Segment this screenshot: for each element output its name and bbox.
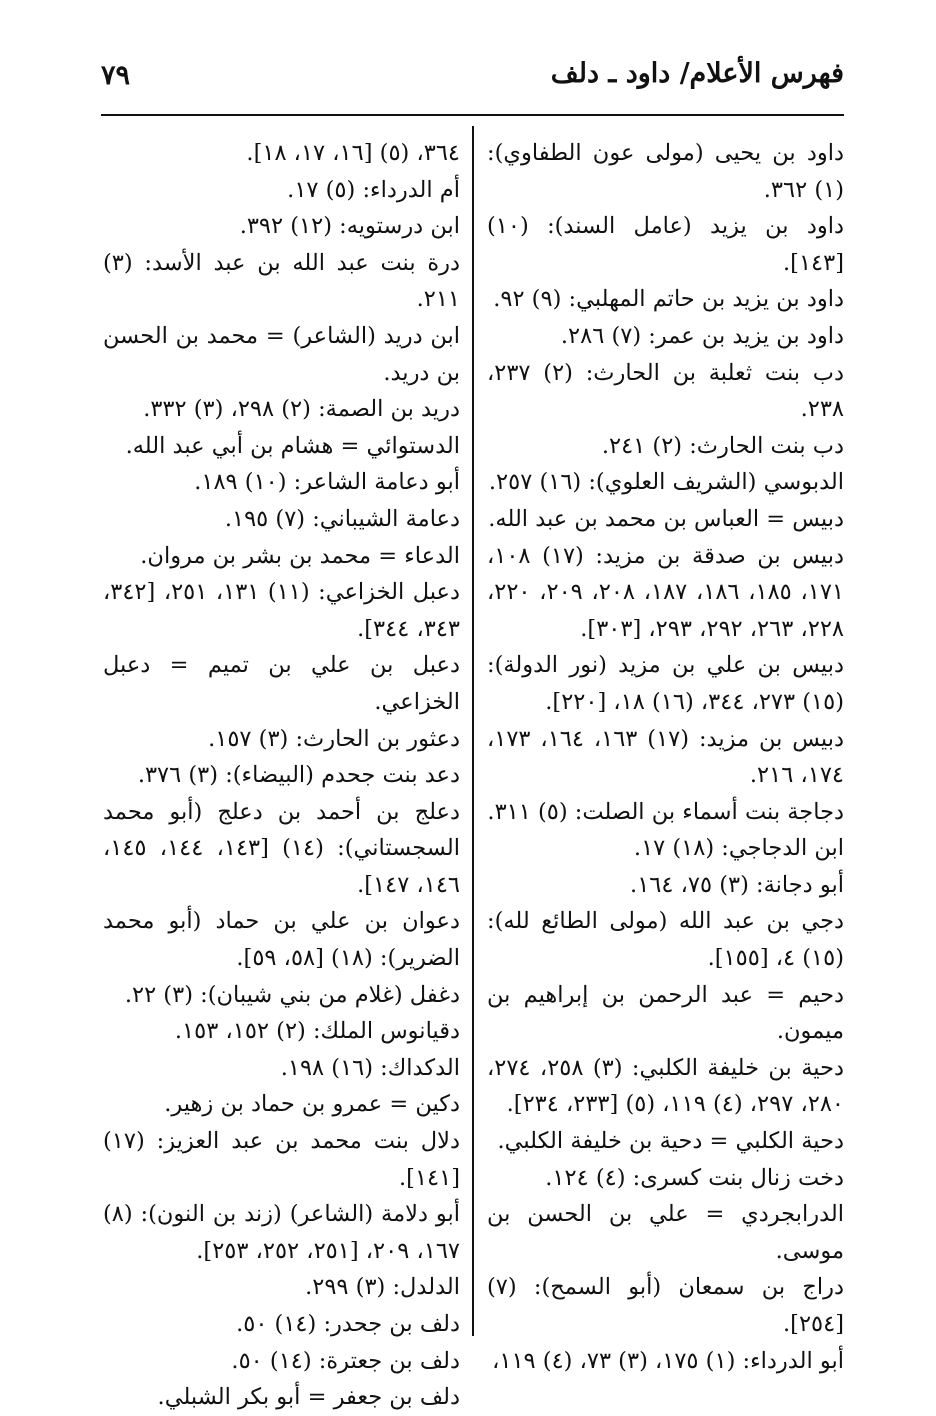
index-entry: أم الدرداء: (٥) ١٧.	[287, 176, 460, 203]
index-entry: دحيم = عبد الرحمن بن إبراهيم بن ميمون.	[487, 981, 844, 1045]
index-entry: درة بنت عبد الله بن عبد الأسد: (٣) ٢١١.	[103, 249, 460, 313]
index-entry: دعبل الخزاعي: (١١) ١٣١، ٢٥١، [٣٤٢، ٣٤٣، ٣٤٤].	[103, 579, 460, 642]
index-entry: دب بنت ثعلبة بن الحارث: (٢) ٢٣٧، ٢٣٨.	[487, 359, 844, 423]
index-entry: الدعاء = محمد بن بشر بن مروان.	[140, 542, 460, 569]
index-entry: الدبوسي (الشريف العلوي): (١٦) ٢٥٧.	[488, 469, 844, 496]
index-entry: داود بن يزيد بن عمر: (٧) ٢٨٦.	[560, 322, 844, 349]
index-entry: دبيس بن مزيد: (١٧) ١٦٣، ١٦٤، ١٧٣، ١٧٤، ٢١٦.	[487, 725, 845, 789]
index-entry: أبو دجانة: (٣) ٧٥، ١٦٤.	[630, 871, 844, 898]
index-entry: ابن دريد (الشاعر) = محمد بن الحسن بن دريد.	[103, 322, 460, 386]
index-entry: دقيانوس الملك: (٢) ١٥٢، ١٥٣.	[174, 1018, 460, 1045]
index-entry: دعلج بن أحمد بن دعلج (أبو محمد السجستاني): (١٤) [١٤٣، ١٤٤، ١٤٥، ١٤٦، ١٤٧].	[103, 798, 460, 898]
index-entry: داود بن يزيد (عامل السند): (١٠) [١٤٣].	[487, 213, 844, 276]
index-column-left	[103, 135, 460, 1416]
index-entry: دعوان بن علي بن حماد (أبو محمد الضرير): (١٨) [٥٨، ٥٩].	[103, 908, 460, 972]
index-entry: دلف بن جعترة: (١٤) ٥٠.	[231, 1347, 460, 1374]
index-entry: ٣٦٤، (٥) [١٦، ١٧، ١٨].	[246, 140, 460, 166]
index-entry: داود بن يزيد بن حاتم المهلبي: (٩) ٩٢.	[493, 286, 844, 313]
page-number: ٧٩	[101, 60, 131, 91]
index-entry: أبو دعامة الشاعر: (١٠) ١٨٩.	[194, 469, 460, 496]
index-entry: دبيس بن علي بن مزيد (نور الدولة): (١٥) ٢٧٣، ٣٤٤، (١٦) ١٨، [٢٢٠].	[487, 652, 844, 715]
index-entry: دريد بن الصمة: (٢) ٢٩٨، (٣) ٣٣٢.	[143, 396, 460, 423]
index-entry: ابن الدجاجي: (١٨) ١٧.	[633, 835, 844, 862]
index-entry: دبيس بن صدقة بن مزيد: (١٧) ١٠٨، ١٧١، ١٨٥، ١٨٦، ١٨٧، ٢٠٨، ٢٠٩، ٢٢٠، ٢٢٨، ٢٦٣، ٢٩٢، ٢٩٣، [٣٠٣].	[487, 542, 845, 642]
index-entry: دغفل (غلام من بني شيبان): (٣) ٢٢.	[124, 981, 460, 1008]
index-entry: ابن درستويه: (١٢) ٣٩٢.	[239, 213, 460, 240]
index-entry: دلف بن جعفر = أبو بكر الشبلي.	[157, 1384, 460, 1411]
index-entry: دجاجة بنت أسماء بن الصلت: (٥) ٣١١.	[487, 798, 844, 825]
index-entry: دب بنت الحارث: (٢) ٢٤١.	[601, 432, 844, 459]
index-entry: الدستوائي = هشام بن أبي عبد الله.	[125, 432, 460, 459]
index-entry: دبيس = العباس بن محمد بن عبد الله.	[488, 505, 844, 532]
index-entry: دراج بن سمعان (أبو السمح): (٧) [٢٥٤].	[487, 1274, 844, 1337]
column-divider	[472, 126, 474, 1336]
index-entry: الدرابجردي = علي بن الحسن بن موسى.	[487, 1201, 844, 1264]
index-entry: دلال بنت محمد بن عبد العزيز: (١٧) [١٤١].	[103, 1128, 460, 1191]
index-entry: الدكداك: (١٦) ١٩٨.	[280, 1054, 460, 1081]
index-entry: دجي بن عبد الله (مولى الطائع لله): (١٥) ٤، [١٥٥].	[487, 908, 844, 972]
index-entry: دحية الكلبي = دحية بن خليفة الكلبي.	[497, 1128, 844, 1155]
index-entry: دكين = عمرو بن حماد بن زهير.	[164, 1091, 460, 1118]
index-column-right	[487, 135, 844, 1379]
page-header-title: فهرس الأعلام/ داود ـ دلف	[550, 58, 844, 89]
index-entry: دلف بن جحدر: (١٤) ٥٠.	[236, 1311, 460, 1337]
index-entry: دعامة الشيباني: (٧) ١٩٥.	[224, 505, 460, 532]
index-entry: دحية بن خليفة الكلبي: (٣) ٢٥٨، ٢٧٤، ٢٨٠، ٢٩٧، (٤) ١١٩، (٥) [٢٣٣، ٢٣٤].	[487, 1054, 844, 1118]
index-entry: أبو الدرداء: (١) ١٧٥، (٣) ٧٣، (٤) ١١٩،	[492, 1347, 844, 1374]
index-entry: دخت زنال بنت كسرى: (٤) ١٢٤.	[545, 1164, 844, 1191]
index-entry: داود بن يحيى (مولى عون الطفاوي): (١) ٣٦٢.	[487, 140, 844, 203]
index-entry: دعثور بن الحارث: (٣) ١٥٧.	[208, 725, 460, 752]
index-entry: الدلدل: (٣) ٢٩٩.	[305, 1274, 460, 1301]
index-entry: دعد بنت جحدم (البيضاء): (٣) ٣٧٦.	[137, 762, 460, 789]
index-entry: أبو دلامة (الشاعر) (زند بن النون): (٨) ١٦٧، ٢٠٩، [٢٥١، ٢٥٢، ٢٥٣].	[103, 1201, 460, 1264]
index-entry: دعبل بن علي بن تميم = دعبل الخزاعي.	[103, 652, 460, 715]
header-rule	[101, 114, 844, 116]
